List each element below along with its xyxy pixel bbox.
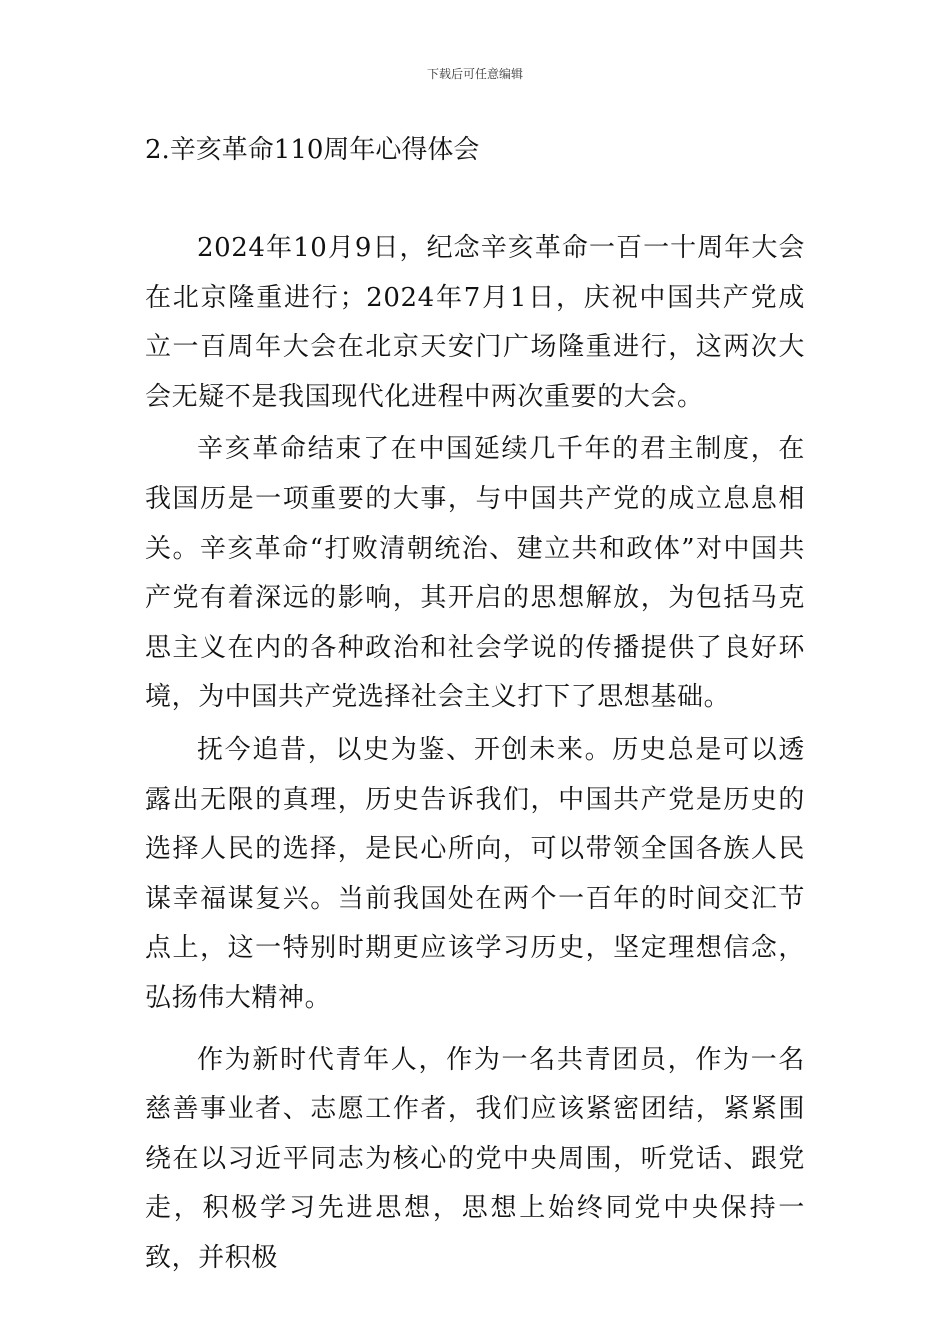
paragraph-4: 作为新时代青年人，作为一名共青团员，作为一名慈善事业者、志愿工作者，我们应该紧密团结，紧紧围绕在以习近平同志为核心的党中央周围，听党话、跟党走，积极学习先进思想，思想上始终同党中央保持一致，并积极: [145, 1044, 805, 1273]
page-header-note: 下载后可任意编辑: [426, 67, 523, 81]
paragraph-1: 2024年10月9日，纪念辛亥革命一百一十周年大会在北京隆重进行；2024年7月1日，庆祝中国共产党成立一百周年大会在北京天安门广场隆重进行，这两次大会无疑不是我国现代化进程中两次重要的大会。: [145, 233, 805, 412]
document-title: 2.辛亥革命110周年心得体会: [145, 135, 480, 165]
document-body: [145, 224, 805, 1283]
paragraph-3: 抚今追昔，以史为鉴、开创未来。历史总是可以透露出无限的真理，历史告诉我们，中国共产党是历史的选择人民的选择，是民心所向，可以带领全国各族人民谋幸福谋复兴。当前我国处在两个一百年的时间交汇节点上，这一特别时期更应该学习历史，坚定理想信念，弘扬伟大精神。: [145, 734, 805, 1013]
paragraph-2: 辛亥革命结束了在中国延续几千年的君主制度，在我国历是一项重要的大事，与中国共产党的成立息息相关。辛亥革命“打败清朝统治、建立共和政体”对中国共产党有着深远的影响，其开启的思想解放，为包括马克思主义在内的各种政治和社会学说的传播提供了良好环境，为中国共产党选择社会主义打下了思想基础。: [145, 434, 805, 713]
